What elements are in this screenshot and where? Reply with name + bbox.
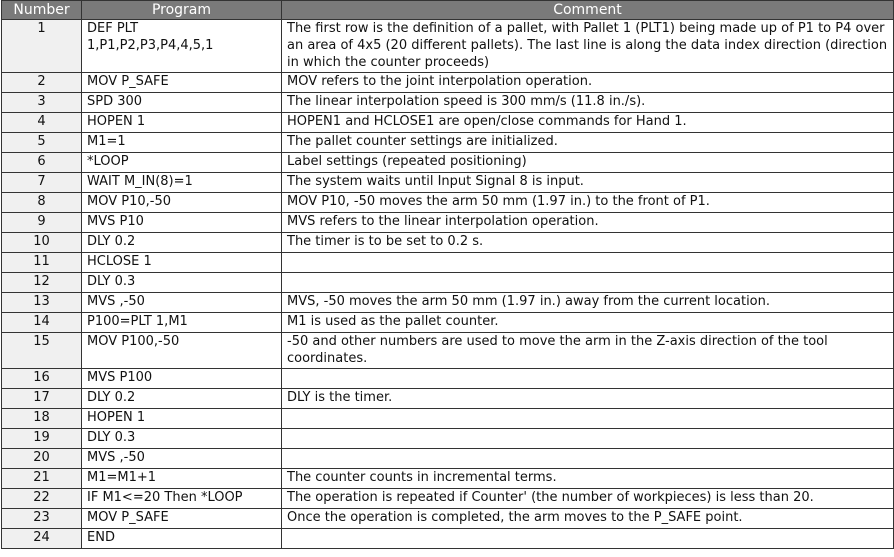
comment-text: The counter counts in incremental terms. (282, 469, 894, 489)
program-code: P100=PLT 1,M1 (82, 313, 282, 333)
comment-text (282, 273, 894, 293)
comment-text (282, 429, 894, 449)
program-code: *LOOP (82, 153, 282, 173)
table-row (2, 313, 894, 333)
program-code: M1=M1+1 (82, 469, 282, 489)
program-code: MOV P_SAFE (82, 509, 282, 529)
line-number: 19 (2, 429, 82, 449)
table-row (2, 469, 894, 489)
program-code: DLY 0.3 (82, 273, 282, 293)
table-row (2, 293, 894, 313)
line-number: 14 (2, 313, 82, 333)
table-row (2, 193, 894, 213)
program-code: DLY 0.2 (82, 233, 282, 253)
comment-text: MVS refers to the linear interpolation operation. (282, 213, 894, 233)
comment-text: HOPEN1 and HCLOSE1 are open/close commands for Hand 1. (282, 113, 894, 133)
table-row (2, 449, 894, 469)
table-row (2, 173, 894, 193)
header-program: Program (82, 1, 282, 20)
program-code: MVS P100 (82, 369, 282, 389)
program-code: DEF PLT 1,P1,P2,P3,P4,4,5,1 (82, 20, 282, 73)
line-number: 12 (2, 273, 82, 293)
header-row (2, 1, 894, 20)
program-code: SPD 300 (82, 93, 282, 113)
line-number: 15 (2, 333, 82, 369)
line-number: 21 (2, 469, 82, 489)
comment-text (282, 409, 894, 429)
table-row (2, 509, 894, 529)
table-row (2, 213, 894, 233)
comment-text: -50 and other numbers are used to move the arm in the Z-axis direction of the tool coordinates. (282, 333, 894, 369)
table-row (2, 273, 894, 293)
program-code: END (82, 529, 282, 549)
line-number: 11 (2, 253, 82, 273)
header-comment: Comment (282, 1, 894, 20)
program-code: DLY 0.2 (82, 389, 282, 409)
comment-text (282, 369, 894, 389)
program-code: MVS ,-50 (82, 293, 282, 313)
header-number: Number (2, 1, 82, 20)
comment-text: MVS, -50 moves the arm 50 mm (1.97 in.) away from the current location. (282, 293, 894, 313)
comment-text (282, 253, 894, 273)
line-number: 5 (2, 133, 82, 153)
comment-text: The operation is repeated if Counter' (the number of workpieces) is less than 20. (282, 489, 894, 509)
table-row (2, 153, 894, 173)
program-code: M1=1 (82, 133, 282, 153)
line-number: 9 (2, 213, 82, 233)
line-number: 23 (2, 509, 82, 529)
table-row (2, 93, 894, 113)
table-row (2, 529, 894, 549)
line-number: 1 (2, 20, 82, 73)
line-number: 17 (2, 389, 82, 409)
line-number: 18 (2, 409, 82, 429)
table-body (2, 20, 894, 549)
table-row (2, 253, 894, 273)
line-number: 6 (2, 153, 82, 173)
line-number: 7 (2, 173, 82, 193)
line-number: 22 (2, 489, 82, 509)
program-code: DLY 0.3 (82, 429, 282, 449)
line-number: 13 (2, 293, 82, 313)
comment-text (282, 529, 894, 549)
table-row (2, 409, 894, 429)
program-code: MVS ,-50 (82, 449, 282, 469)
table-row (2, 233, 894, 253)
line-number: 3 (2, 93, 82, 113)
comment-text: MOV refers to the joint interpolation operation. (282, 73, 894, 93)
comment-text: Once the operation is completed, the arm moves to the P_SAFE point. (282, 509, 894, 529)
program-code: MOV P100,-50 (82, 333, 282, 369)
table-row (2, 389, 894, 409)
program-code: HOPEN 1 (82, 409, 282, 429)
table-row (2, 113, 894, 133)
line-number: 2 (2, 73, 82, 93)
comment-text: Label settings (repeated positioning) (282, 153, 894, 173)
line-number: 20 (2, 449, 82, 469)
comment-text: The system waits until Input Signal 8 is input. (282, 173, 894, 193)
comment-text: M1 is used as the pallet counter. (282, 313, 894, 333)
table-row (2, 73, 894, 93)
program-code: MVS P10 (82, 213, 282, 233)
line-number: 10 (2, 233, 82, 253)
comment-text: The pallet counter settings are initialized. (282, 133, 894, 153)
comment-text: The timer is to be set to 0.2 s. (282, 233, 894, 253)
program-code: WAIT M_IN(8)=1 (82, 173, 282, 193)
table-row (2, 20, 894, 73)
program-code: MOV P_SAFE (82, 73, 282, 93)
table-row (2, 133, 894, 153)
program-table (1, 0, 894, 549)
table-row (2, 489, 894, 509)
table-row (2, 369, 894, 389)
comment-text: DLY is the timer. (282, 389, 894, 409)
line-number: 24 (2, 529, 82, 549)
line-number: 4 (2, 113, 82, 133)
table-row (2, 333, 894, 369)
table-row (2, 429, 894, 449)
line-number: 16 (2, 369, 82, 389)
program-code: IF M1<=20 Then *LOOP (82, 489, 282, 509)
line-number: 8 (2, 193, 82, 213)
comment-text (282, 449, 894, 469)
comment-text: The linear interpolation speed is 300 mm/s (11.8 in./s). (282, 93, 894, 113)
program-code: HCLOSE 1 (82, 253, 282, 273)
comment-text: The first row is the definition of a pallet, with Pallet 1 (PLT1) being made up of P1 to P4 over an area of 4x5 (20 different pallets). The last line is along the data index direction (direction in which the counter proceeds) (282, 20, 894, 73)
program-code: HOPEN 1 (82, 113, 282, 133)
comment-text: MOV P10, -50 moves the arm 50 mm (1.97 in.) to the front of P1. (282, 193, 894, 213)
program-code: MOV P10,-50 (82, 193, 282, 213)
